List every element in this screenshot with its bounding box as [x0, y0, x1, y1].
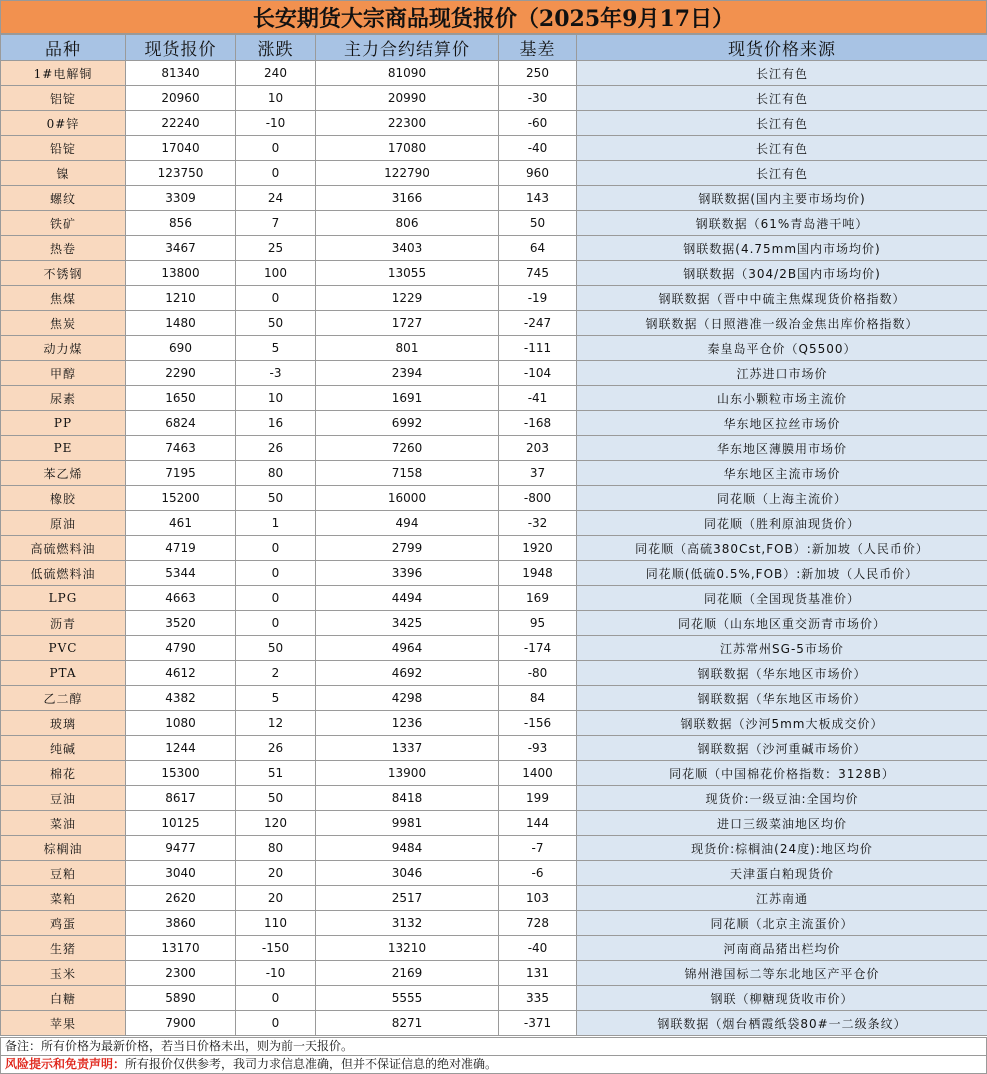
cell-change: 20 [236, 886, 316, 911]
cell-source: 钢联数据（日照港准一级冶金焦出库价格指数） [577, 311, 987, 336]
cell-source: 华东地区薄膜用市场价 [577, 436, 987, 461]
cell-spot-price: 3520 [126, 611, 236, 636]
table-row [1, 861, 987, 886]
cell-change: 0 [236, 611, 316, 636]
cell-variety: 玻璃 [1, 711, 126, 736]
table-row [1, 186, 987, 211]
cell-source: 秦皇岛平仓价（Q5500） [577, 336, 987, 361]
cell-spot-price: 4790 [126, 636, 236, 661]
cell-change: 5 [236, 336, 316, 361]
cell-spot-price: 22240 [126, 111, 236, 136]
cell-change: 80 [236, 461, 316, 486]
table-row [1, 511, 987, 536]
table-row [1, 436, 987, 461]
table-row [1, 761, 987, 786]
table-body [1, 61, 987, 1036]
table-row [1, 336, 987, 361]
table-row [1, 561, 987, 586]
cell-settlement: 801 [316, 336, 499, 361]
cell-basis: 64 [499, 236, 577, 261]
cell-change: 0 [236, 536, 316, 561]
cell-basis: 203 [499, 436, 577, 461]
cell-source: 同花顺（高硫380Cst,FOB）:新加坡（人民币价） [577, 536, 987, 561]
cell-basis: -371 [499, 1011, 577, 1036]
cell-settlement: 8418 [316, 786, 499, 811]
cell-spot-price: 4382 [126, 686, 236, 711]
table-row [1, 286, 987, 311]
cell-spot-price: 81340 [126, 61, 236, 86]
cell-settlement: 494 [316, 511, 499, 536]
cell-variety: 焦煤 [1, 286, 126, 311]
cell-source: 长江有色 [577, 111, 987, 136]
cell-settlement: 13055 [316, 261, 499, 286]
cell-settlement: 1727 [316, 311, 499, 336]
cell-basis: -19 [499, 286, 577, 311]
cell-spot-price: 5344 [126, 561, 236, 586]
cell-spot-price: 4719 [126, 536, 236, 561]
table-row [1, 636, 987, 661]
cell-spot-price: 1480 [126, 311, 236, 336]
cell-variety: 0#锌 [1, 111, 126, 136]
cell-basis: 1948 [499, 561, 577, 586]
cell-variety: 苹果 [1, 1011, 126, 1036]
cell-change: -10 [236, 111, 316, 136]
table-row [1, 486, 987, 511]
cell-settlement: 6992 [316, 411, 499, 436]
cell-settlement: 20990 [316, 86, 499, 111]
cell-basis: 1400 [499, 761, 577, 786]
cell-basis: -30 [499, 86, 577, 111]
cell-change: 10 [236, 86, 316, 111]
cell-variety: 热卷 [1, 236, 126, 261]
cell-basis: 250 [499, 61, 577, 86]
cell-change: 25 [236, 236, 316, 261]
cell-source: 天津蛋白粕现货价 [577, 861, 987, 886]
cell-spot-price: 9477 [126, 836, 236, 861]
cell-source: 现货价:棕榈油(24度):地区均价 [577, 836, 987, 861]
cell-variety: 白糖 [1, 986, 126, 1011]
cell-change: 100 [236, 261, 316, 286]
cell-spot-price: 3860 [126, 911, 236, 936]
cell-basis: -41 [499, 386, 577, 411]
table-row [1, 311, 987, 336]
cell-variety: 玉米 [1, 961, 126, 986]
cell-spot-price: 10125 [126, 811, 236, 836]
table-row [1, 461, 987, 486]
cell-settlement: 4692 [316, 661, 499, 686]
cell-basis: -111 [499, 336, 577, 361]
cell-settlement: 4964 [316, 636, 499, 661]
cell-basis: 335 [499, 986, 577, 1011]
cell-source: 钢联数据（华东地区市场价） [577, 661, 987, 686]
cell-variety: PP [1, 411, 126, 436]
table-row [1, 661, 987, 686]
cell-source: 江苏进口市场价 [577, 361, 987, 386]
cell-settlement: 9981 [316, 811, 499, 836]
cell-spot-price: 461 [126, 511, 236, 536]
cell-change: 0 [236, 286, 316, 311]
table-row [1, 111, 987, 136]
cell-spot-price: 3040 [126, 861, 236, 886]
header-row [1, 35, 987, 61]
cell-basis: -40 [499, 136, 577, 161]
cell-source: 锦州港国标二等东北地区产平仓价 [577, 961, 987, 986]
table-row [1, 136, 987, 161]
cell-basis: -93 [499, 736, 577, 761]
cell-basis: 960 [499, 161, 577, 186]
cell-spot-price: 2300 [126, 961, 236, 986]
cell-variety: 鸡蛋 [1, 911, 126, 936]
cell-change: 50 [236, 786, 316, 811]
cell-source: 同花顺（全国现货基准价） [577, 586, 987, 611]
cell-basis: 131 [499, 961, 577, 986]
table-row [1, 911, 987, 936]
cell-basis: -247 [499, 311, 577, 336]
cell-change: 26 [236, 736, 316, 761]
header-variety: 品种 [1, 35, 126, 61]
table-row [1, 686, 987, 711]
cell-basis: -32 [499, 511, 577, 536]
cell-source: 江苏南通 [577, 886, 987, 911]
cell-variety: PE [1, 436, 126, 461]
cell-spot-price: 4663 [126, 586, 236, 611]
cell-change: 0 [236, 1011, 316, 1036]
table-row [1, 961, 987, 986]
cell-spot-price: 8617 [126, 786, 236, 811]
cell-basis: 144 [499, 811, 577, 836]
cell-source: 华东地区拉丝市场价 [577, 411, 987, 436]
cell-settlement: 1691 [316, 386, 499, 411]
price-table [0, 34, 987, 1036]
cell-settlement: 2169 [316, 961, 499, 986]
cell-spot-price: 3467 [126, 236, 236, 261]
cell-variety: PTA [1, 661, 126, 686]
cell-basis: 1920 [499, 536, 577, 561]
cell-variety: 纯碱 [1, 736, 126, 761]
cell-basis: -7 [499, 836, 577, 861]
cell-basis: 199 [499, 786, 577, 811]
cell-spot-price: 690 [126, 336, 236, 361]
cell-basis: -80 [499, 661, 577, 686]
cell-source: 同花顺（山东地区重交沥青市场价） [577, 611, 987, 636]
cell-basis: 50 [499, 211, 577, 236]
cell-change: 0 [236, 586, 316, 611]
cell-spot-price: 13170 [126, 936, 236, 961]
cell-settlement: 9484 [316, 836, 499, 861]
cell-source: 同花顺（上海主流价） [577, 486, 987, 511]
cell-settlement: 5555 [316, 986, 499, 1011]
cell-change: 2 [236, 661, 316, 686]
table-row [1, 586, 987, 611]
table-row [1, 886, 987, 911]
cell-change: 80 [236, 836, 316, 861]
cell-variety: 原油 [1, 511, 126, 536]
cell-source: 钢联数据（沙河重碱市场价） [577, 736, 987, 761]
cell-spot-price: 1210 [126, 286, 236, 311]
cell-spot-price: 15300 [126, 761, 236, 786]
table-row [1, 86, 987, 111]
cell-change: 50 [236, 486, 316, 511]
cell-source: 钢联数据(国内主要市场均价) [577, 186, 987, 211]
cell-settlement: 2517 [316, 886, 499, 911]
cell-source: 同花顺（北京主流蛋价） [577, 911, 987, 936]
cell-source: 长江有色 [577, 61, 987, 86]
cell-variety: 1#电解铜 [1, 61, 126, 86]
cell-settlement: 122790 [316, 161, 499, 186]
cell-spot-price: 7900 [126, 1011, 236, 1036]
cell-spot-price: 6824 [126, 411, 236, 436]
cell-change: 0 [236, 986, 316, 1011]
cell-settlement: 3132 [316, 911, 499, 936]
cell-settlement: 3046 [316, 861, 499, 886]
cell-basis: -800 [499, 486, 577, 511]
cell-source: 长江有色 [577, 161, 987, 186]
table-row [1, 811, 987, 836]
cell-spot-price: 1244 [126, 736, 236, 761]
table-row [1, 211, 987, 236]
cell-source: 钢联（柳糖现货收市价） [577, 986, 987, 1011]
cell-change: 10 [236, 386, 316, 411]
cell-spot-price: 1080 [126, 711, 236, 736]
cell-settlement: 17080 [316, 136, 499, 161]
cell-change: 0 [236, 161, 316, 186]
cell-change: -150 [236, 936, 316, 961]
cell-basis: -60 [499, 111, 577, 136]
cell-settlement: 806 [316, 211, 499, 236]
cell-variety: 螺纹 [1, 186, 126, 211]
cell-basis: -104 [499, 361, 577, 386]
table-row [1, 836, 987, 861]
cell-settlement: 81090 [316, 61, 499, 86]
cell-settlement: 3396 [316, 561, 499, 586]
table-row [1, 61, 987, 86]
cell-variety: 不锈钢 [1, 261, 126, 286]
cell-variety: 菜油 [1, 811, 126, 836]
cell-settlement: 7158 [316, 461, 499, 486]
cell-settlement: 3403 [316, 236, 499, 261]
table-row [1, 936, 987, 961]
cell-change: 26 [236, 436, 316, 461]
table-row [1, 161, 987, 186]
cell-variety: 焦炭 [1, 311, 126, 336]
cell-change: 50 [236, 636, 316, 661]
cell-variety: 菜粕 [1, 886, 126, 911]
cell-spot-price: 7195 [126, 461, 236, 486]
header-basis: 基差 [499, 35, 577, 61]
cell-change: -10 [236, 961, 316, 986]
cell-change: 50 [236, 311, 316, 336]
table-row [1, 236, 987, 261]
cell-spot-price: 4612 [126, 661, 236, 686]
cell-variety: 动力煤 [1, 336, 126, 361]
cell-variety: 沥青 [1, 611, 126, 636]
cell-basis: 84 [499, 686, 577, 711]
disclaimer [0, 1056, 987, 1074]
cell-variety: 棉花 [1, 761, 126, 786]
cell-basis: 745 [499, 261, 577, 286]
table-row [1, 261, 987, 286]
cell-source: 山东小颗粒市场主流价 [577, 386, 987, 411]
cell-basis: -168 [499, 411, 577, 436]
cell-settlement: 16000 [316, 486, 499, 511]
table-row [1, 986, 987, 1011]
cell-source: 钢联数据(4.75mm国内市场均价) [577, 236, 987, 261]
cell-spot-price: 5890 [126, 986, 236, 1011]
cell-basis: 143 [499, 186, 577, 211]
cell-basis: 103 [499, 886, 577, 911]
cell-spot-price: 856 [126, 211, 236, 236]
cell-source: 钢联数据（304/2B国内市场均价) [577, 261, 987, 286]
cell-spot-price: 13800 [126, 261, 236, 286]
cell-settlement: 2799 [316, 536, 499, 561]
cell-variety: 豆粕 [1, 861, 126, 886]
cell-change: 12 [236, 711, 316, 736]
cell-variety: 铝锭 [1, 86, 126, 111]
cell-variety: 苯乙烯 [1, 461, 126, 486]
cell-spot-price: 15200 [126, 486, 236, 511]
cell-basis: 728 [499, 911, 577, 936]
cell-settlement: 13210 [316, 936, 499, 961]
cell-settlement: 1229 [316, 286, 499, 311]
cell-variety: LPG [1, 586, 126, 611]
cell-variety: PVC [1, 636, 126, 661]
cell-settlement: 4494 [316, 586, 499, 611]
table-row [1, 536, 987, 561]
header-settlement: 主力合约结算价 [316, 35, 499, 61]
cell-settlement: 22300 [316, 111, 499, 136]
cell-change: -3 [236, 361, 316, 386]
cell-source: 长江有色 [577, 136, 987, 161]
disclaimer-text: 所有报价仅供参考，我司力求信息准确，但并不保证信息的绝对准确。 [125, 1057, 498, 1071]
cell-settlement: 1236 [316, 711, 499, 736]
cell-change: 20 [236, 861, 316, 886]
cell-change: 240 [236, 61, 316, 86]
cell-settlement: 13900 [316, 761, 499, 786]
cell-variety: 棕榈油 [1, 836, 126, 861]
cell-variety: 甲醇 [1, 361, 126, 386]
cell-source: 钢联数据（沙河5mm大板成交价） [577, 711, 987, 736]
cell-change: 0 [236, 136, 316, 161]
cell-source: 同花顺(低硫0.5%,FOB）:新加坡（人民币价） [577, 561, 987, 586]
cell-basis: -174 [499, 636, 577, 661]
cell-change: 5 [236, 686, 316, 711]
cell-settlement: 3166 [316, 186, 499, 211]
table-row [1, 736, 987, 761]
cell-settlement: 7260 [316, 436, 499, 461]
cell-source: 华东地区主流市场价 [577, 461, 987, 486]
cell-spot-price: 7463 [126, 436, 236, 461]
cell-source: 同花顺（中国棉花价格指数：3128B） [577, 761, 987, 786]
cell-variety: 豆油 [1, 786, 126, 811]
cell-basis: 37 [499, 461, 577, 486]
cell-source: 长江有色 [577, 86, 987, 111]
cell-variety: 生猪 [1, 936, 126, 961]
cell-basis: -40 [499, 936, 577, 961]
cell-basis: -6 [499, 861, 577, 886]
table-row [1, 386, 987, 411]
sheet-title: 长安期货大宗商品现货报价（2025年9月17日） [0, 0, 987, 34]
cell-source: 钢联数据（61%青岛港干吨） [577, 211, 987, 236]
table-row [1, 361, 987, 386]
table-row [1, 1011, 987, 1036]
cell-change: 0 [236, 561, 316, 586]
header-change: 涨跌 [236, 35, 316, 61]
table-row [1, 411, 987, 436]
cell-change: 51 [236, 761, 316, 786]
cell-source: 同花顺（胜利原油现货价） [577, 511, 987, 536]
cell-settlement: 8271 [316, 1011, 499, 1036]
cell-change: 24 [236, 186, 316, 211]
cell-variety: 尿素 [1, 386, 126, 411]
cell-source: 钢联数据（晋中中硫主焦煤现货价格指数） [577, 286, 987, 311]
cell-variety: 铅锭 [1, 136, 126, 161]
cell-change: 7 [236, 211, 316, 236]
header-spot-price: 现货报价 [126, 35, 236, 61]
cell-spot-price: 17040 [126, 136, 236, 161]
cell-settlement: 1337 [316, 736, 499, 761]
cell-settlement: 2394 [316, 361, 499, 386]
cell-source: 现货价:一级豆油:全国均价 [577, 786, 987, 811]
cell-basis: -156 [499, 711, 577, 736]
cell-spot-price: 1650 [126, 386, 236, 411]
cell-variety: 乙二醇 [1, 686, 126, 711]
cell-change: 110 [236, 911, 316, 936]
table-row [1, 786, 987, 811]
cell-change: 120 [236, 811, 316, 836]
footnote: 备注：所有价格为最新价格，若当日价格未出，则为前一天报价。 [0, 1037, 987, 1056]
cell-spot-price: 3309 [126, 186, 236, 211]
cell-variety: 低硫燃料油 [1, 561, 126, 586]
cell-variety: 镍 [1, 161, 126, 186]
table-row [1, 611, 987, 636]
cell-source: 钢联数据（烟台栖霞纸袋80#一二级条纹） [577, 1011, 987, 1036]
cell-spot-price: 2620 [126, 886, 236, 911]
cell-source: 钢联数据（华东地区市场价） [577, 686, 987, 711]
cell-variety: 橡胶 [1, 486, 126, 511]
cell-source: 河南商品猪出栏均价 [577, 936, 987, 961]
table-row [1, 711, 987, 736]
cell-settlement: 4298 [316, 686, 499, 711]
cell-source: 进口三级菜油地区均价 [577, 811, 987, 836]
cell-basis: 169 [499, 586, 577, 611]
cell-settlement: 3425 [316, 611, 499, 636]
cell-basis: 95 [499, 611, 577, 636]
header-source: 现货价格来源 [577, 35, 987, 61]
cell-change: 1 [236, 511, 316, 536]
cell-variety: 铁矿 [1, 211, 126, 236]
cell-spot-price: 2290 [126, 361, 236, 386]
cell-variety: 高硫燃料油 [1, 536, 126, 561]
cell-source: 江苏常州SG-5市场价 [577, 636, 987, 661]
cell-spot-price: 123750 [126, 161, 236, 186]
cell-change: 16 [236, 411, 316, 436]
disclaimer-label: 风险提示和免责声明： [5, 1057, 126, 1071]
cell-spot-price: 20960 [126, 86, 236, 111]
